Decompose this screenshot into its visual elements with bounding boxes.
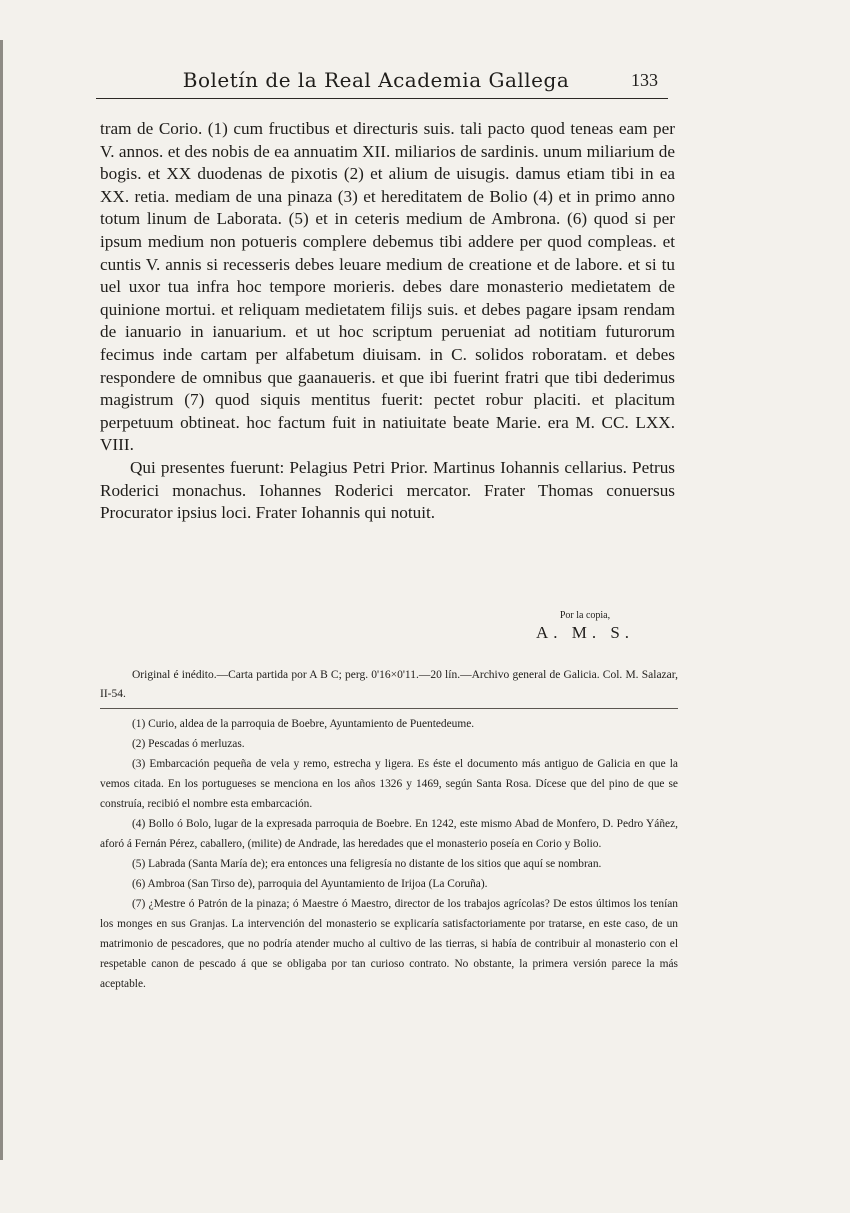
charter-text	[100, 118, 675, 525]
footnote-3: (3) Embarcación pequeña de vela y remo, estrecha y ligera. Es éste el documento más antiguo de Galicia en que la vemos citada. En los portugueses se menciona en los años 1326 y 1469, según Santa Rosa. Dícese que del pino de que se construía, recibió el nombre esta embarcación.	[100, 758, 678, 810]
journal-title: Boletín de la Real Academia Gallega	[182, 68, 570, 92]
footnote-6: (6) Ambroa (San Tirso de), parroquia del Ayuntamiento de Irijoa (La Coruña).	[132, 878, 488, 890]
footnote-2: (2) Pescadas ó merluzas.	[132, 738, 245, 750]
page-number: 133	[631, 70, 658, 90]
header-rule	[96, 98, 668, 99]
signature-label: Por la copia,	[559, 610, 611, 621]
footnote-7: (7) ¿Mestre ó Patrón de la pinaza; ó Maestre ó Maestro, director de los trabajos agrícolas? De estos últimos los tenían los monges en sus Granjas. La intervención del monasterio se explicaría satisfactoriamente por tratarse, en este caso, de un matrimonio de pescadores, que no podría atender mucho al cultivo de las tierras, si había de contribuir al monasterio con el respetable canon de pescado á que se obligaba por tan curioso contrato. No obstante, la primera versión parece la más aceptable.	[100, 898, 678, 990]
footnote-5: (5) Labrada (Santa María de); era entonces una feligresía no distante de los sitios que aquí se nombran.	[132, 858, 602, 870]
signature-initials: A. M. S.	[535, 623, 635, 642]
running-header	[96, 68, 676, 98]
witnesses-paragraph: Qui presentes fuerunt: Pelagius Petri Prior. Martinus Iohannis cellarius. Petrus Roderici monachus. Iohannes Roderici mercator. Frater Thomas conuersus Procurator ipsius loci. Frater Iohannis qui notuit.	[100, 457, 675, 523]
page-edge-shadow	[0, 40, 3, 1160]
charter-paragraph: tram de Corio. (1) cum fructibus et directuris suis. tali pacto quod teneas eam per V. annos. et des nobis de ea annuatim XII. miliarios de sardinis. unum miliarium de bogis. et XX duodenas de pixotis (2) et alium de uisugis. damus etiam tibi in ea XX. retia. mediam de una pinaza (3) et hereditatem de Bolio (4) et in primo anno totum linum de Laborata. (5) et in ceteris medium de Ambrona. (6) quod si per ipsum medium non potueris complere debemus tibi addere per quod compleas. et cuntis V. annis si recesseris debes leuare medium de creatione et de labore. et si tu uel uxor tua infra hoc tempore morieris. debes dare monasterio medietatem de quinione mortui. et reliquam medietatem filijs suis. et debes pagare ipsam rendam de ianuario in ianuarium. et ut hoc scriptum perueniat ad notitiam futurorum fecimus inde cartam per alfabetum diuisam. in C. solidos roboratam. et debes respondere de omnibus que gaanaueris. et que ibi fuerint fratri que tibi dederimus magistrum (7) quod siquis mentitus fuerit: pectet robur placiti. et placitum perpetuum obtineat. hoc factum fuit in natiuitate beate Marie. era M. CC. LXX. VIII.	[100, 119, 675, 455]
footnote-4: (4) Bollo ó Bolo, lugar de la expresada parroquia de Boebre. En 1242, este mismo Abad de Monfero, D. Pedro Yáñez, aforó á Fernán Pérez, caballero, (milite) de Andrade, las heredades que el monasterio poseía en Corio y Bolio.	[100, 818, 678, 850]
footnote-1: (1) Curio, aldea de la parroquia de Boebre, Ayuntamiento de Puentedeume.	[132, 718, 475, 730]
footnotes-rule	[100, 708, 678, 709]
copy-signature	[510, 610, 660, 643]
footnotes	[100, 714, 678, 994]
source-note: Original é inédito.—Carta partida por A B C; perg. 0'16×0'11.—20 lín.—Archivo general de Galicia. Col. M. Salazar, II-54.	[100, 669, 678, 700]
